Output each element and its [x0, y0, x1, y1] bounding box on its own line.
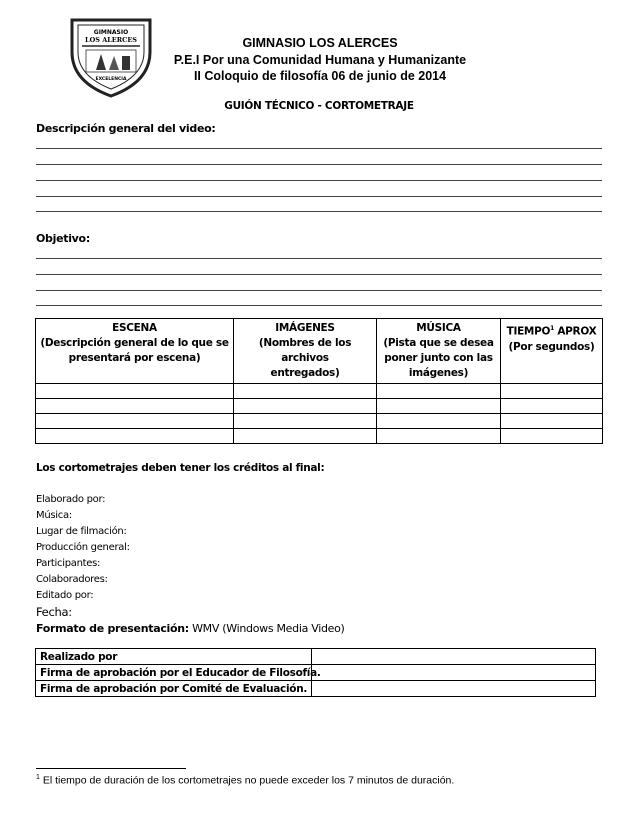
- footnote: [36, 774, 454, 787]
- table-cell[interactable]: [234, 399, 377, 414]
- script-table: [35, 318, 603, 444]
- sig-field[interactable]: [312, 649, 596, 665]
- header-tiempo: [501, 319, 603, 384]
- description-line[interactable]: [36, 164, 602, 165]
- table-cell[interactable]: [234, 384, 377, 399]
- presentation-format: [36, 622, 345, 635]
- description-line[interactable]: [36, 180, 602, 181]
- credits-title: Los cortometrajes deben tener los créditos al final:: [36, 462, 325, 474]
- header-imagenes: [234, 319, 377, 384]
- objective-label: Objetivo:: [36, 232, 90, 245]
- header-line: imágenes): [408, 367, 469, 379]
- footnote-text: El tiempo de duración de los cortometrajes no puede exceder los 7 minutos de duración.: [39, 774, 455, 787]
- table-cell[interactable]: [36, 384, 234, 399]
- objective-line[interactable]: [36, 258, 602, 259]
- header-text: APROX: [553, 325, 597, 338]
- table-row: [36, 665, 596, 681]
- header-line: IMÁGENES: [275, 322, 335, 334]
- sig-label: Firma de aprobación por Comité de Evaluación.: [36, 681, 312, 697]
- header-escena: [36, 319, 234, 384]
- table-cell[interactable]: [377, 414, 501, 429]
- header-line: MÚSICA: [416, 322, 461, 334]
- header-line: (Por segundos): [508, 340, 595, 353]
- credit-produccion: Producción general:: [36, 542, 130, 553]
- header-text: TIEMPO: [506, 325, 551, 338]
- credit-fecha: Fecha:: [36, 605, 72, 619]
- credit-colaboradores: Colaboradores:: [36, 574, 108, 585]
- credit-editado: Editado por:: [36, 590, 94, 601]
- credit-lugar: Lugar de filmación:: [36, 526, 127, 537]
- table-cell[interactable]: [377, 399, 501, 414]
- footnote-mark: 1: [36, 774, 40, 781]
- header-line: ESCENA: [112, 322, 157, 334]
- credit-participantes: Participantes:: [36, 558, 101, 569]
- table-cell[interactable]: [36, 414, 234, 429]
- credit-musica: Música:: [36, 510, 72, 521]
- table-row: [36, 399, 603, 414]
- objective-line[interactable]: [36, 274, 602, 275]
- table-cell[interactable]: [501, 384, 603, 399]
- table-cell[interactable]: [501, 414, 603, 429]
- table-row: [36, 649, 596, 665]
- table-cell[interactable]: [377, 384, 501, 399]
- table-row: [36, 429, 603, 444]
- header-line: entregados): [270, 367, 340, 379]
- table-header-row: [36, 319, 603, 384]
- header-line: (Nombres de los archivos: [258, 337, 352, 364]
- sig-label: Firma de aprobación por el Educador de Filosofía.: [36, 665, 312, 681]
- table-cell[interactable]: [501, 399, 603, 414]
- objective-line[interactable]: [36, 290, 602, 291]
- svg-text:LOS ALERCES: LOS ALERCES: [85, 36, 137, 44]
- description-line[interactable]: [36, 148, 602, 149]
- table-cell[interactable]: [36, 429, 234, 444]
- footnote-separator: [36, 768, 186, 769]
- header-line: presentará por escena): [68, 352, 201, 364]
- sig-field[interactable]: [312, 665, 596, 681]
- footnote-ref: 1: [550, 325, 554, 332]
- table-row: [36, 414, 603, 429]
- objective-line[interactable]: [36, 305, 602, 306]
- description-line[interactable]: [36, 211, 602, 212]
- header-line: [501, 321, 602, 340]
- event-line: II Coloquio de filosofía 06 de junio de 2014: [193, 69, 447, 83]
- institutional-project: P.E.I Por una Comunidad Humana y Humanizante: [173, 53, 467, 67]
- table-row: [36, 384, 603, 399]
- table-cell[interactable]: [234, 429, 377, 444]
- credit-elaborado: Elaborado por:: [36, 494, 106, 505]
- format-value: WMV (Windows Media Video): [188, 622, 345, 635]
- sig-field[interactable]: [312, 681, 596, 697]
- document-title: GUIÓN TÉCNICO - CORTOMETRAJE: [224, 100, 414, 112]
- header-line: (Descripción general de lo que se: [40, 337, 229, 349]
- svg-text:GIMNASIO: GIMNASIO: [93, 29, 129, 36]
- sig-label: Realizado por: [36, 649, 312, 665]
- signature-table: [35, 648, 596, 697]
- table-cell[interactable]: [501, 429, 603, 444]
- format-label: Formato de presentación:: [36, 622, 189, 635]
- table-cell[interactable]: [377, 429, 501, 444]
- description-label: Descripción general del video:: [36, 122, 216, 135]
- header-musica: [377, 319, 501, 384]
- header-line: (Pista que se desea: [383, 337, 494, 349]
- table-cell[interactable]: [36, 399, 234, 414]
- description-line[interactable]: [36, 196, 602, 197]
- header-line: poner junto con las: [384, 352, 493, 364]
- svg-text:EXCELENCIA: EXCELENCIA: [95, 77, 127, 82]
- school-name: GIMNASIO LOS ALERCES: [242, 36, 398, 50]
- table-cell[interactable]: [234, 414, 377, 429]
- school-crest-logo: [66, 12, 156, 98]
- table-row: [36, 681, 596, 697]
